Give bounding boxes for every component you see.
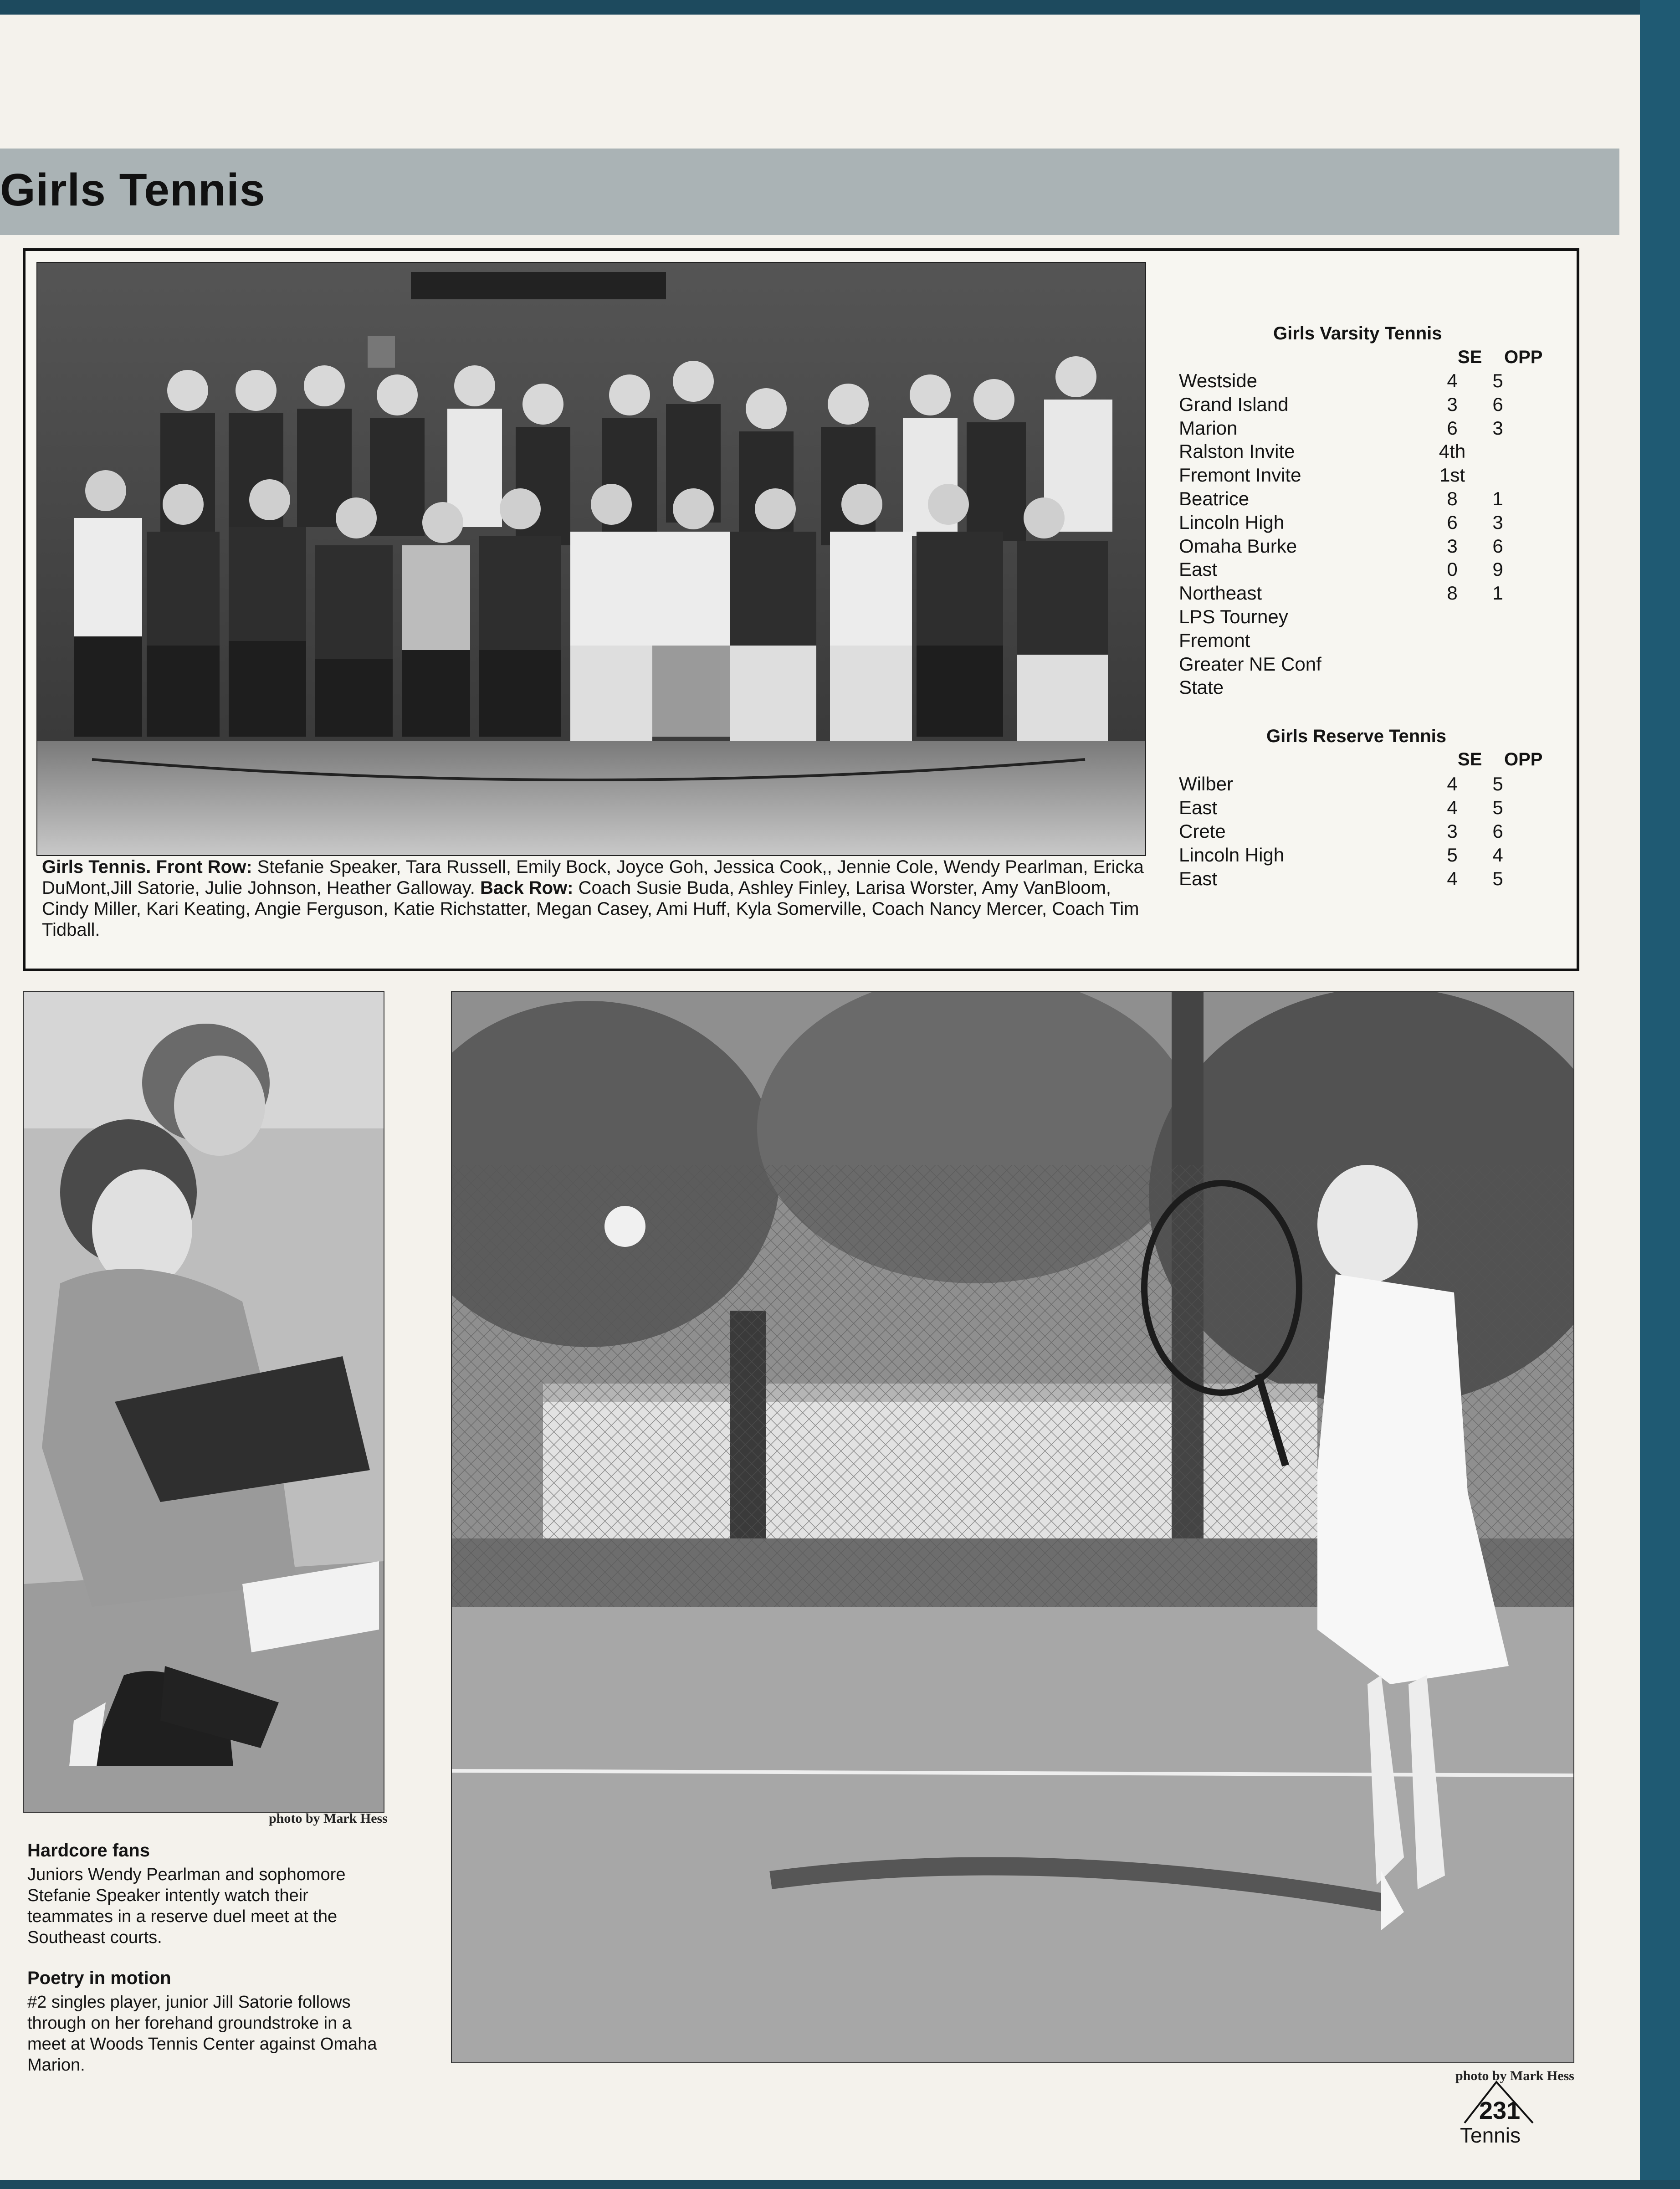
- se-score: 4th: [1439, 441, 1466, 462]
- se-score: 4: [1447, 370, 1458, 391]
- opponent-name: Marion: [1179, 417, 1238, 439]
- se-score: 4: [1447, 797, 1458, 818]
- opponent-name: Lincoln High: [1179, 511, 1285, 533]
- opponent-name: East: [1179, 559, 1218, 580]
- fans-photo: [23, 991, 384, 1813]
- opp-score: 5: [1492, 370, 1503, 391]
- opponent-name: East: [1179, 868, 1218, 889]
- opp-score: 9: [1492, 559, 1503, 580]
- opp-score: 5: [1492, 773, 1503, 795]
- se-score: 3: [1447, 393, 1458, 415]
- player-caption-body: #2 singles player, junior Jill Satorie follows through on her forehand groundstroke in a meet at Woods Tennis Center against Omaha Marion.: [27, 1993, 377, 2075]
- opp-score: 6: [1492, 535, 1503, 557]
- opponent-name: Northeast: [1179, 582, 1262, 604]
- reserve-opp-header: OPP: [1504, 749, 1543, 769]
- page-bottom-edge: [0, 2180, 1680, 2189]
- varsity-table-title: Girls Varsity Tennis: [1273, 323, 1442, 343]
- player-caption-headline: Poetry in motion: [27, 1968, 171, 1988]
- opponent-name: Crete: [1179, 820, 1226, 842]
- opp-score: 5: [1492, 797, 1503, 818]
- fans-caption-body: Juniors Wendy Pearlman and sophomore Stefanie Speaker intently watch their teammates in a reserve duel meet at the Southeast courts.: [27, 1865, 346, 1947]
- se-score: 0: [1447, 559, 1458, 580]
- opponent-name: Wilber: [1179, 773, 1234, 795]
- team-photo-caption: [42, 856, 1149, 940]
- opponent-name: Grand Island: [1179, 393, 1289, 415]
- opp-score: 1: [1492, 488, 1503, 509]
- opponent-name: East: [1179, 797, 1218, 818]
- se-score: 6: [1447, 417, 1458, 439]
- opp-score: 3: [1492, 511, 1503, 533]
- back-row-names: Coach Susie Buda, Ashley Finley, Larisa Worster, Amy VanBloom, Cindy Miller, Kari Keating, Angie Ferguson, Katie Richstatter, Megan Casey, Ami Huff, Kyla Somerville, Coach Nancy Mercer, Coach Tim Tidball.: [42, 878, 1139, 940]
- fans-photo-credit: photo by Mark Hess: [269, 1811, 388, 1826]
- player-photo-credit: photo by Mark Hess: [1455, 2068, 1574, 2083]
- page-number-badge: [1455, 2077, 1537, 2150]
- opp-score: 1: [1492, 582, 1503, 604]
- opponent-name: Fremont Invite: [1179, 464, 1301, 486]
- opponent-name: Greater NE Conf: [1179, 653, 1321, 675]
- binding-edge: [1640, 0, 1680, 2189]
- player-photo: [451, 991, 1574, 2063]
- front-row-label: Front Row:: [156, 857, 252, 877]
- reserve-se-header: SE: [1458, 749, 1482, 769]
- opp-score: 5: [1492, 868, 1503, 889]
- opponent-name: State: [1179, 677, 1224, 698]
- opponent-name: Westside: [1179, 370, 1257, 391]
- opponent-name: Lincoln High: [1179, 844, 1285, 866]
- se-score: 3: [1447, 535, 1458, 557]
- section-name: Tennis: [1460, 2123, 1521, 2147]
- varsity-opp-header: OPP: [1504, 347, 1543, 367]
- opponent-name: Fremont: [1179, 629, 1250, 651]
- se-score: 1st: [1439, 464, 1465, 486]
- team-photo: [36, 262, 1146, 856]
- opponent-name: Ralston Invite: [1179, 441, 1295, 462]
- se-score: 8: [1447, 488, 1458, 509]
- fans-caption-headline: Hardcore fans: [27, 1840, 150, 1861]
- back-row-label: Back Row:: [480, 878, 574, 898]
- front-row-names: Stefanie Speaker, Tara Russell, Emily Bock, Joyce Goh, Jessica Cook,, Jennie Cole, Wendy Pearlman, Ericka DuMont,Jill Satorie, Julie Johnson, Heather Galloway.: [42, 857, 1144, 898]
- varsity-se-header: SE: [1458, 347, 1482, 367]
- page-title: Girls Tennis: [0, 164, 266, 215]
- page-number: 231: [1479, 2097, 1521, 2124]
- caption-lead: Girls Tennis.: [42, 857, 151, 877]
- opponent-name: Omaha Burke: [1179, 535, 1297, 557]
- opponent-name: LPS Tourney: [1179, 606, 1288, 627]
- opp-score: 4: [1492, 844, 1503, 866]
- se-score: 5: [1447, 844, 1458, 866]
- opp-score: 6: [1492, 393, 1503, 415]
- opp-score: 3: [1492, 417, 1503, 439]
- se-score: 4: [1447, 868, 1458, 889]
- se-score: 6: [1447, 511, 1458, 533]
- se-score: 8: [1447, 582, 1458, 604]
- page-top-edge: [0, 0, 1680, 15]
- reserve-table-title: Girls Reserve Tennis: [1266, 726, 1446, 746]
- se-score: 4: [1447, 773, 1458, 795]
- opp-score: 6: [1492, 820, 1503, 842]
- se-score: 3: [1447, 820, 1458, 842]
- opponent-name: Beatrice: [1179, 488, 1250, 509]
